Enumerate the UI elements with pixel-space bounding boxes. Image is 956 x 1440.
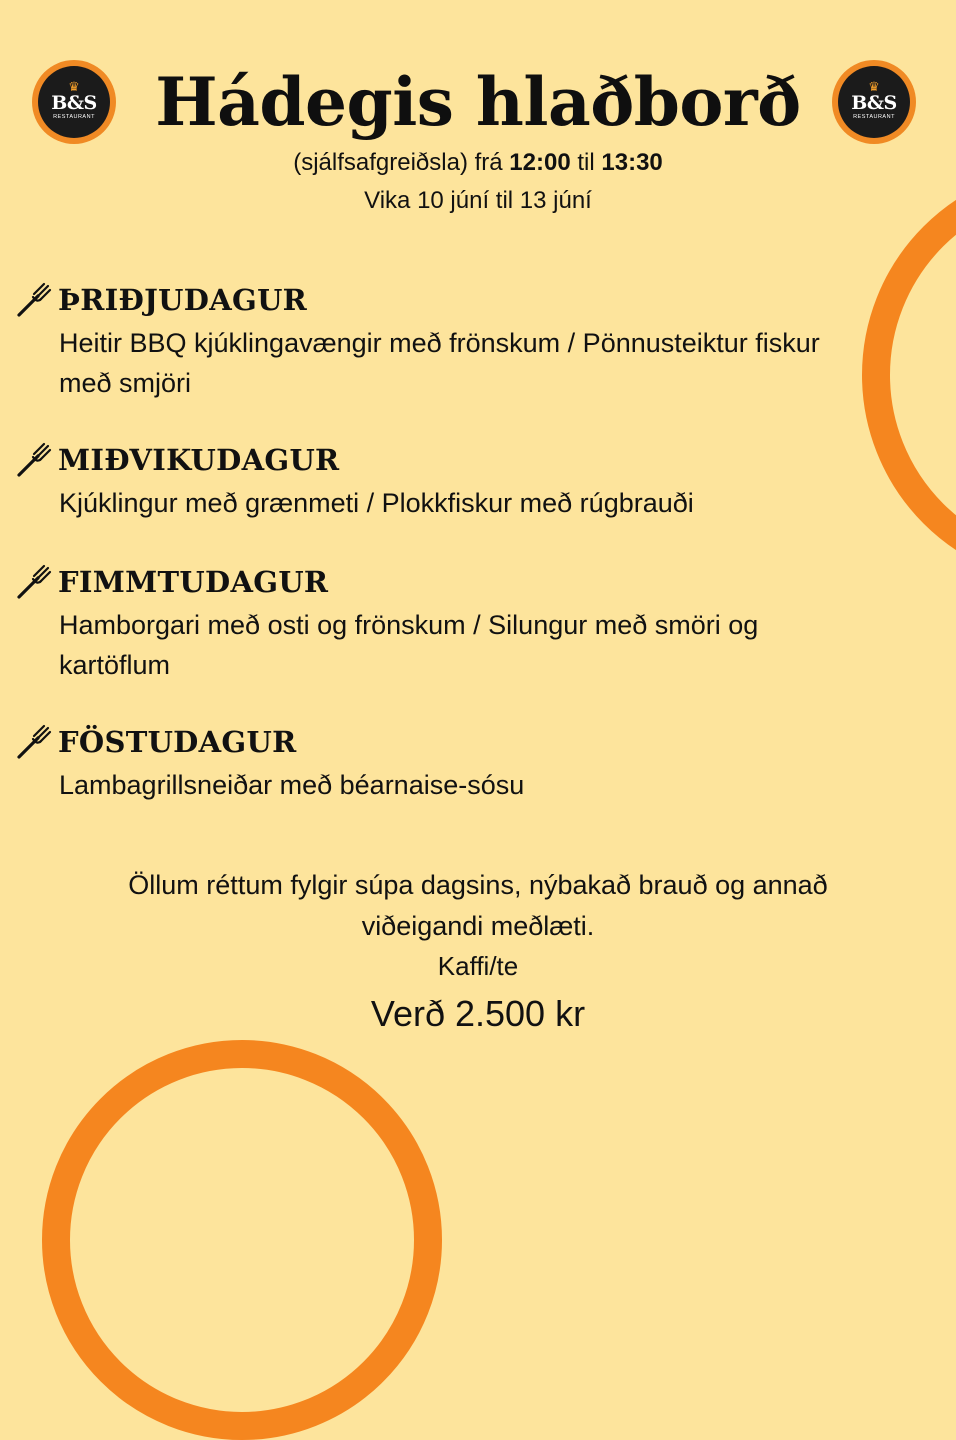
fork-icon	[14, 562, 54, 602]
menu-day-thursday	[14, 562, 874, 685]
crown-icon: ♛	[868, 78, 880, 94]
end-time: 13:30	[601, 149, 663, 176]
price: Verð 2.500 kr	[370, 993, 586, 1034]
start-time: 12:00	[509, 149, 571, 176]
day-dish: Hamborgari með osti og frönskum / Silungur með smöri og kartöflum	[59, 610, 759, 680]
day-name: FIMMTUDAGUR	[58, 565, 329, 599]
fork-icon	[14, 440, 54, 480]
week-range: Vika 10 júní til 13 júní	[364, 187, 592, 214]
service-prefix: (sjálfsafgreiðsla) frá	[293, 149, 503, 176]
included-note-line2: viðeigandi meðlæti.	[361, 911, 595, 941]
menu-day-tuesday	[14, 280, 874, 403]
menu-day-friday	[14, 722, 874, 805]
included-note-line1: Öllum réttum fylgir súpa dagsins, nýbakað brauð og annað	[128, 870, 828, 900]
included-note	[0, 865, 956, 947]
fork-icon	[14, 722, 54, 762]
decorative-ring-bottom	[42, 1040, 442, 1440]
day-dish: Kjúklingur með grænmeti / Plokkfiskur með rúgbrauði	[59, 488, 694, 518]
day-name: FÖSTUDAGUR	[58, 725, 297, 759]
fork-icon	[14, 280, 54, 320]
crown-icon: ♛	[68, 78, 80, 94]
day-dish: Heitir BBQ kjúklingavængir með frönskum / Pönnusteiktur fiskur með smjöri	[59, 328, 820, 398]
menu-day-wednesday	[14, 440, 874, 523]
logo-text: B&S	[51, 91, 97, 114]
day-dish: Lambagrillsneiðar með béarnaise-sósu	[59, 770, 525, 800]
logo-subtext: RESTAURANT	[853, 113, 895, 120]
page-title: Hádegis hlaðborð	[155, 63, 801, 141]
logo-subtext: RESTAURANT	[53, 113, 95, 120]
day-name: MIÐVIKUDAGUR	[58, 443, 340, 477]
day-name: ÞRIÐJUDAGUR	[58, 283, 308, 317]
drinks-note: Kaffi/te	[437, 951, 519, 981]
time-separator: til	[577, 149, 595, 176]
service-hours	[0, 148, 956, 178]
decorative-ring-right	[862, 165, 956, 585]
logo-text: B&S	[851, 91, 897, 114]
